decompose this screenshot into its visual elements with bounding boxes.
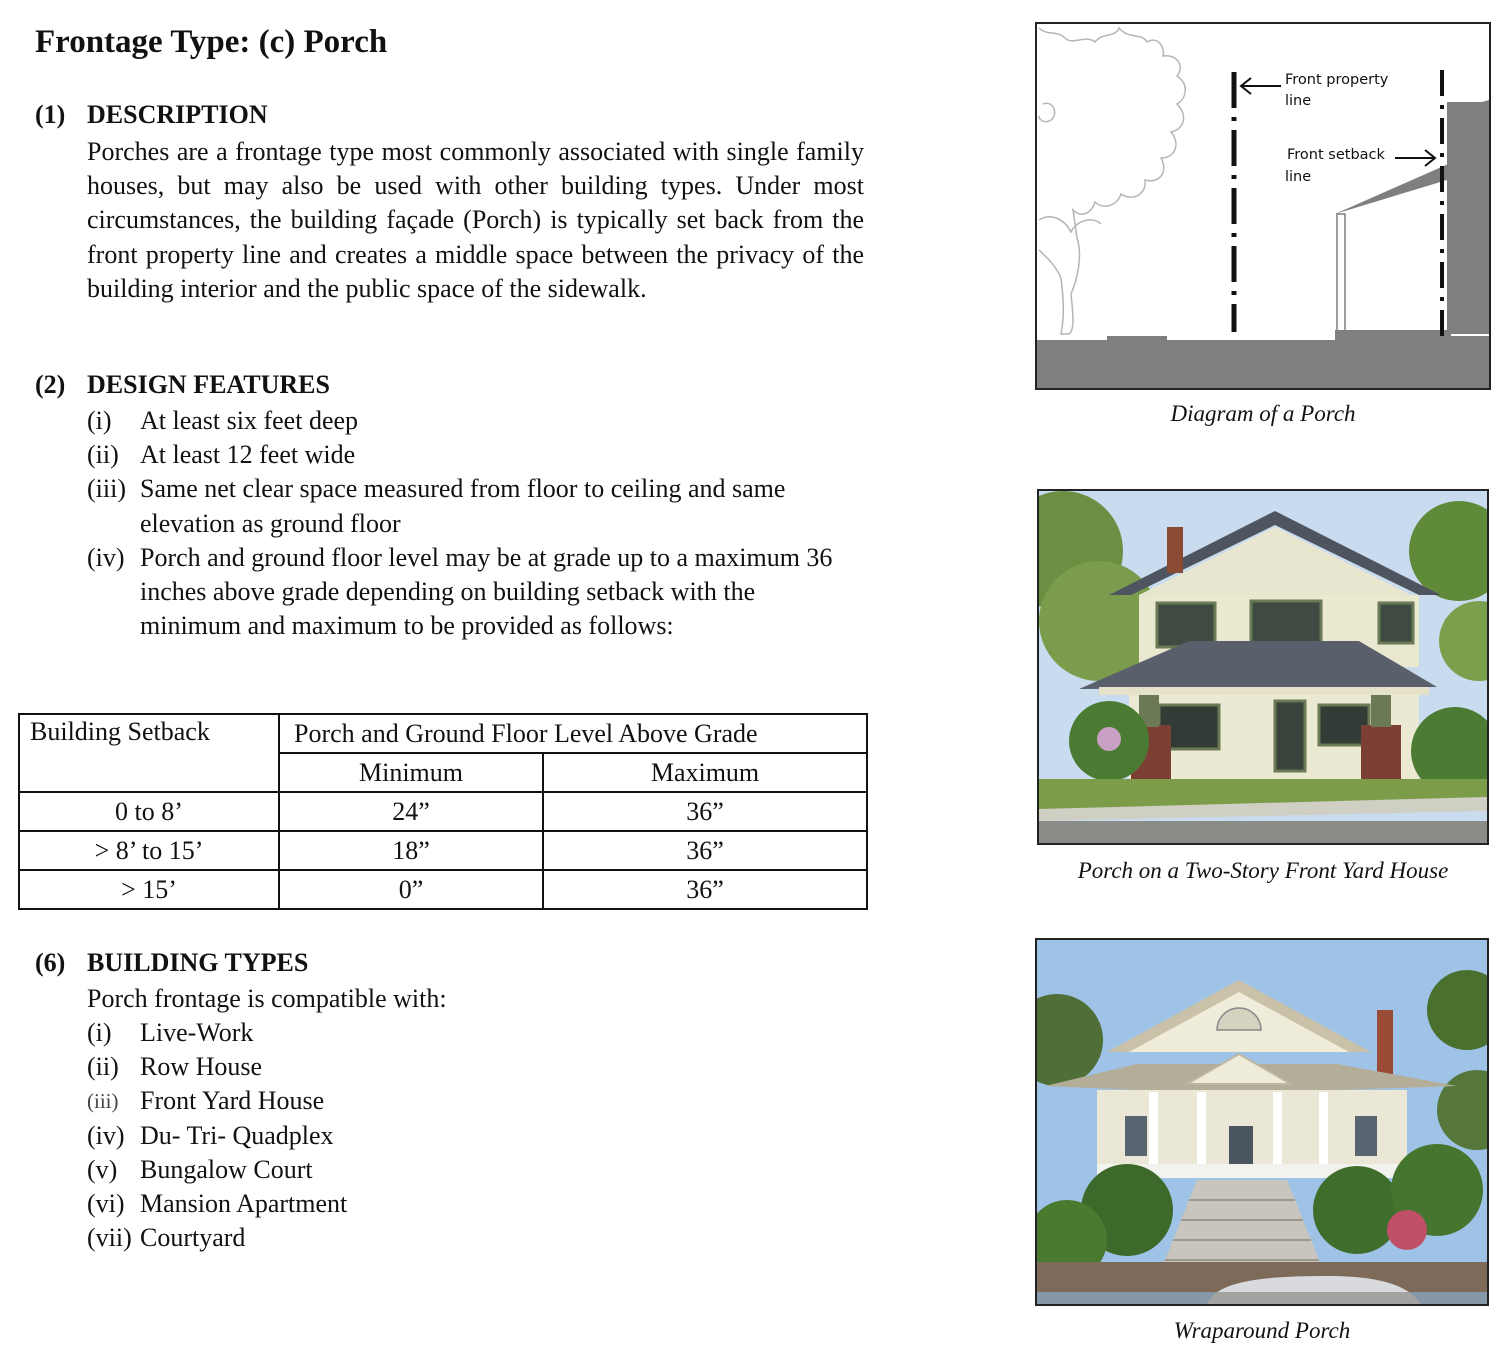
list-item-number: (vi) [87,1189,125,1219]
list-item [87,1221,587,1255]
description-heading [35,100,535,134]
list-item-number: (i) [87,1018,112,1047]
building-wall [1447,102,1489,334]
shrub [1097,727,1121,751]
list-item-text: Porch and ground floor level may be at grade up to a maximum 36 inches above grade depending on building setback with the minimum and maximum to be provided as follows: [140,542,833,641]
side-window [1125,1116,1147,1156]
table-header-row [19,714,867,753]
list-item [87,438,857,472]
list-item-number: (v) [87,1154,118,1184]
diagram-caption: Diagram of a Porch [1170,401,1356,426]
street [1039,821,1487,843]
design-features-number: (2) [35,370,66,399]
list-item-number: (iii) [87,474,126,504]
list-item-number: (vii) [87,1223,132,1253]
setback-table [18,713,868,910]
label-setback-line-1: Front setback [1287,147,1385,163]
porch-column [1149,1092,1158,1172]
side-window [1355,1116,1377,1156]
porch-column [1337,214,1345,332]
porch-diagram [1035,22,1491,390]
header-porch-level: Porch and Ground Floor Level Above Grade [279,714,867,753]
cell-maximum: 36” [543,870,867,909]
list-item-number: (iv) [87,1120,125,1150]
list-item [87,404,857,438]
front-door [1275,701,1305,771]
porch-column [1319,1092,1328,1172]
porch-beam [1099,687,1429,695]
porch-diagram-drawing [1037,24,1489,388]
cell-maximum: 36” [543,831,867,870]
table-row [19,870,867,909]
description-text: Porches are a frontage type most commonly associated with single family houses, but may also be used with other building types. Under most circumstances, the building façade (Porch) is typically set back from the front property line and creates a middle space between the privacy of the building interior and the public space of the sidewalk. [87,137,864,303]
building-types-title: BUILDING TYPES [87,948,309,977]
cell-setback: 0 to 8’ [19,792,279,831]
design-features-list [87,404,857,643]
list-item [87,1153,587,1187]
page-title: Frontage Type: (c) Porch [35,24,388,60]
two-story-house-photo [1037,489,1489,845]
label-property-line-2: line [1285,93,1312,109]
list-item-text: At least 12 feet wide [140,440,356,470]
header-maximum: Maximum [543,753,867,792]
cell-minimum: 18” [279,831,543,870]
porch-column [1371,695,1391,727]
building-types-number: (6) [35,948,66,977]
flower-bed [1387,1210,1427,1250]
list-item [87,1016,587,1050]
cell-setback: > 8’ to 15’ [19,831,279,870]
list-item-number: (i) [87,406,112,435]
cell-minimum: 24” [279,792,543,831]
header-minimum: Minimum [279,753,543,792]
list-item-text: Courtyard [140,1223,246,1253]
two-story-house-illustration [1039,491,1487,843]
wraparound-porch-photo [1035,938,1489,1306]
list-item [87,1187,587,1221]
cell-maximum: 36” [543,792,867,831]
building-types-intro: Porch frontage is compatible with: [87,984,447,1013]
cell-minimum: 0” [279,870,543,909]
tree-branch [1039,103,1055,121]
list-item-text: Bungalow Court [140,1154,313,1184]
tree-branch [1039,217,1101,232]
list-item-text: Du- Tri- Quadplex [140,1120,334,1150]
upper-window [1157,603,1215,647]
building-types-heading [35,948,535,982]
photo2-caption: Wraparound Porch [1173,1318,1351,1343]
list-item-number: (ii) [87,440,119,470]
list-item-text: Mansion Apartment [140,1189,348,1219]
list-item [87,472,857,540]
photo1-caption: Porch on a Two-Story Front Yard House [1077,858,1449,883]
chimney [1377,1010,1393,1074]
building-types-list [87,1016,587,1255]
chimney [1167,527,1183,573]
ground [1037,330,1489,388]
list-item-number: (iv) [87,542,125,572]
description-title: DESCRIPTION [87,100,268,129]
label-property-line-1: Front property [1285,72,1389,88]
shrub [1313,1166,1401,1254]
porch-column [1197,1092,1206,1172]
label-setback-line-2: line [1285,169,1312,185]
list-item-text: At least six feet deep [140,406,359,435]
list-item-text: Same net clear space measured from floor to ceiling and same elevation as ground floor [140,474,786,538]
description-number: (1) [35,100,66,129]
list-item-text: Front Yard House [140,1086,325,1116]
list-item [87,1084,587,1118]
list-item [87,1119,587,1153]
list-item [87,541,857,644]
table-row [19,792,867,831]
list-item [87,1050,587,1084]
porch-column [1273,1092,1282,1172]
list-item-number: (ii) [87,1052,119,1082]
street [1037,1292,1487,1304]
cell-setback: > 15’ [19,870,279,909]
table-row [19,831,867,870]
tree-outline [1039,28,1185,334]
header-building-setback: Building Setback [19,714,279,792]
wraparound-porch-illustration [1037,940,1487,1304]
design-features-title: DESIGN FEATURES [87,370,330,399]
list-item-text: Live-Work [140,1018,254,1047]
design-features-heading [35,370,535,404]
upper-window [1379,603,1413,643]
list-item-text: Row House [140,1052,263,1082]
list-item-number: (iii) [87,1089,119,1114]
